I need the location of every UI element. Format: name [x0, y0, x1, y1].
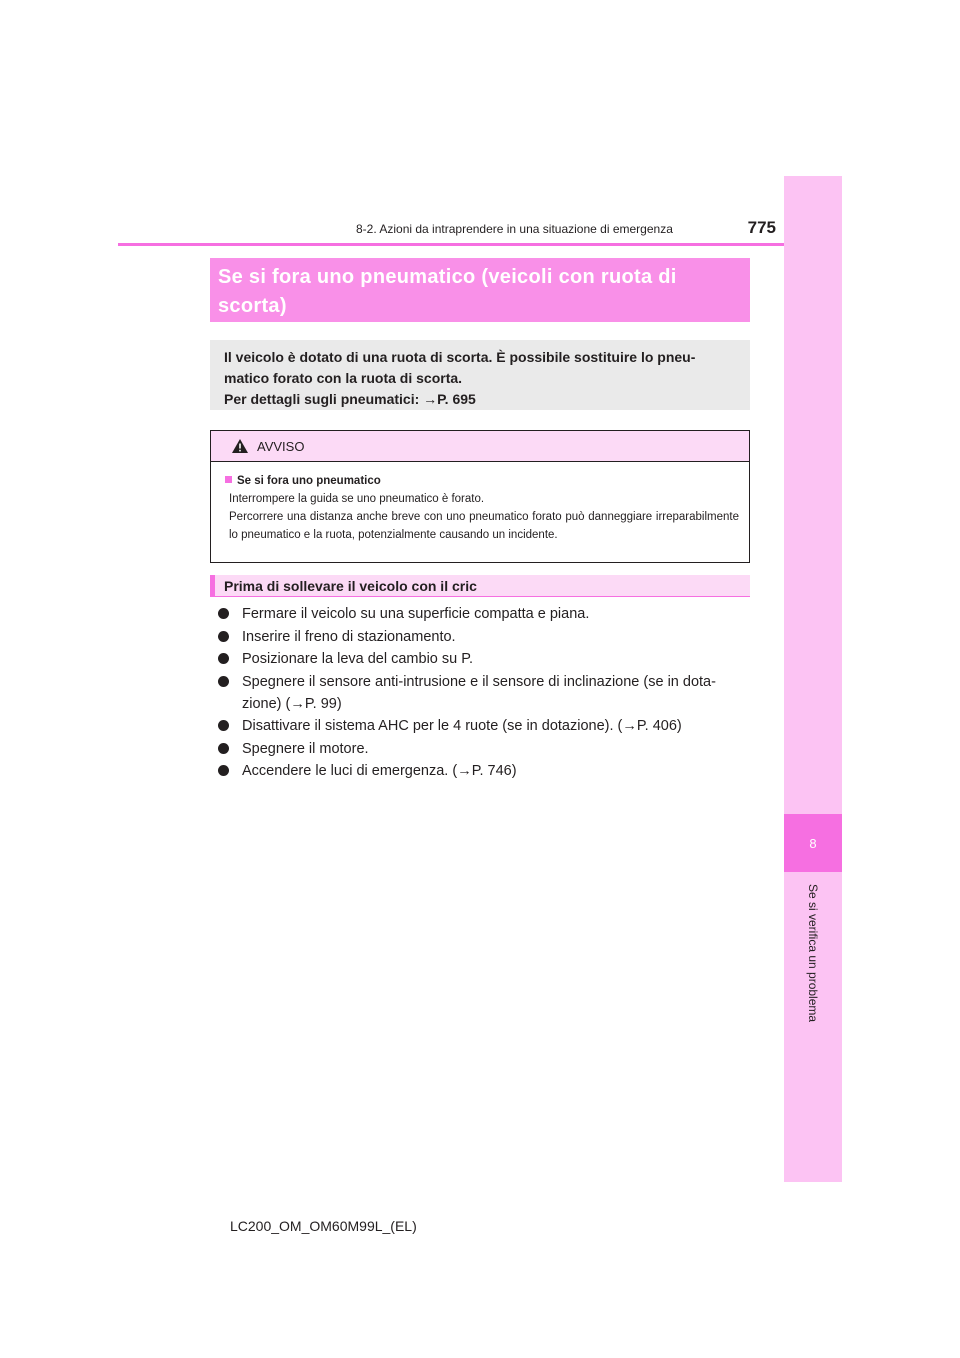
warning-text-1: Interrompere la guida se uno pneumatico è forato.: [229, 493, 485, 505]
page-title: [210, 258, 750, 322]
chapter-number: 8: [784, 814, 842, 872]
list-item: Spegnere il sensore anti-intrusione e il sensore di inclinazione (se in dota-zione) (→P. 99): [218, 671, 750, 715]
subheading: Prima di sollevare il veicolo con il cric: [210, 575, 750, 597]
intro-line-2: matico forato con la ruota di scorta.: [224, 370, 463, 386]
list-item: Fermare il veicolo su una superficie compatta e piana.: [218, 603, 750, 625]
warning-body: [211, 462, 749, 544]
warning-text-2: Percorrere una distanza anche breve con uno pneumatico forato può danneggiare irreparabilmente lo pneumatico e la ruota, potenzialmente causando un incidente.: [229, 511, 739, 541]
bullet-dot-icon: [218, 676, 229, 687]
title-line-1: Se si fora uno pneumatico (veicoli con ruota di: [218, 266, 677, 288]
warning-box: [210, 430, 750, 563]
page-number: 775: [747, 218, 776, 237]
title-line-2: scorta): [218, 295, 287, 317]
bullet-dot-icon: [218, 653, 229, 664]
warning-triangle-icon: [231, 438, 249, 454]
warning-subtitle: Se si fora uno pneumatico: [225, 472, 739, 490]
warning-label: AVVISO: [257, 438, 305, 454]
square-bullet-icon: [225, 476, 232, 483]
intro-box: [210, 340, 750, 410]
list-item: Disattivare il sistema AHC per le 4 ruote (se in dotazione). (→P. 406): [218, 715, 750, 737]
bullet-dot-icon: [218, 608, 229, 619]
bullet-dot-icon: [218, 765, 229, 776]
document-code: LC200_OM_OM60M99L_(EL): [230, 1218, 417, 1234]
bullet-dot-icon: [218, 720, 229, 731]
list-item: Posizionare la leva del cambio su P.: [218, 648, 750, 670]
bullet-dot-icon: [218, 631, 229, 642]
bullet-dot-icon: [218, 743, 229, 754]
list-item: Inserire il freno di stazionamento.: [218, 626, 750, 648]
chapter-title: Se si verifica un problema: [806, 884, 820, 1023]
intro-line-3: Per dettagli sugli pneumatici: →P. 695: [224, 391, 476, 407]
section-header: 8-2. Azioni da intraprendere in una situazione di emergenza: [356, 222, 673, 236]
header-rule: [118, 243, 784, 246]
bullet-list: [218, 603, 750, 783]
warning-header: [211, 431, 749, 462]
list-item: Accendere le luci di emergenza. (→P. 746): [218, 760, 750, 782]
intro-line-1: Il veicolo è dotato di una ruota di scorta. È possibile sostituire lo pneu-: [224, 349, 696, 365]
list-item: Spegnere il motore.: [218, 738, 750, 760]
